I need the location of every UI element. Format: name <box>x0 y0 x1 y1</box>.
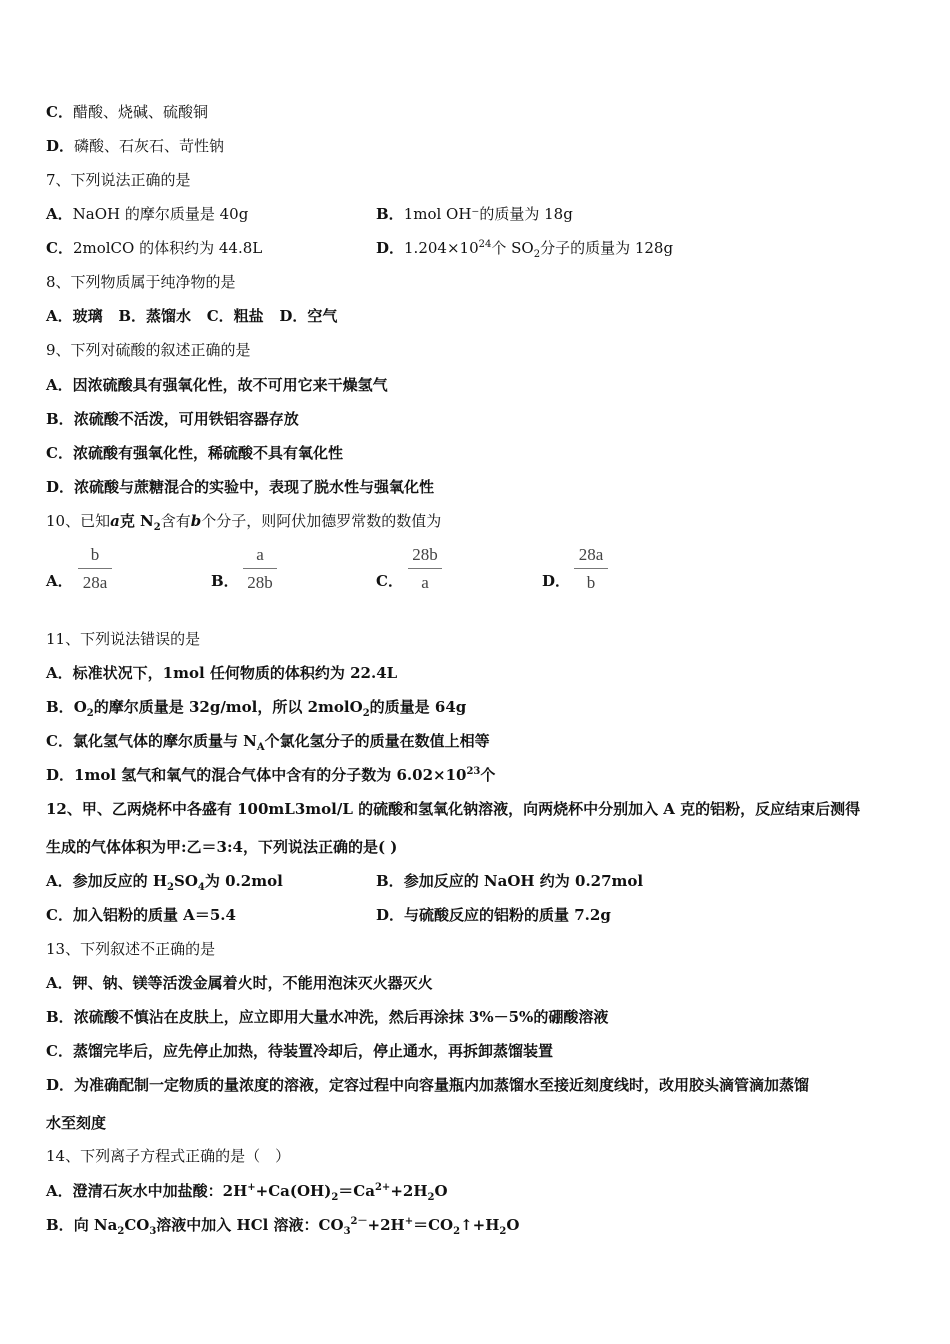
option-label: C． <box>376 572 403 590</box>
text-part: 为 0.2mol <box>204 872 283 890</box>
q7-option-b <box>376 204 573 224</box>
superscript: + <box>404 1216 414 1227</box>
text-part: 的质量是 64g <box>369 698 467 716</box>
option-text: 与硫酸反应的铝粉的质量 7.2g <box>404 906 611 924</box>
text-part: 分子的质量为 128g <box>540 239 674 257</box>
option-label: D． <box>46 1076 75 1094</box>
q13-option-d-cont: 水至刻度 <box>46 1114 107 1132</box>
option-text: 浓硫酸有强氧化性，稀硫酸不具有氧化性 <box>72 444 343 462</box>
text-part: 个 SO <box>491 239 534 257</box>
text-part: +2H <box>367 1216 405 1234</box>
fraction-bar <box>408 568 442 569</box>
q12-option-b <box>376 871 643 891</box>
fraction <box>78 544 112 594</box>
option-label: B． <box>46 410 74 428</box>
subscript: 2 <box>499 1226 507 1237</box>
subscript: 2 <box>153 522 161 533</box>
fraction <box>408 544 442 594</box>
q7-option-a-text: NaOH 的摩尔质量是 40g <box>72 205 249 223</box>
option-label: A． <box>46 307 73 325</box>
q6-option-c <box>46 102 208 122</box>
q9-option-b <box>46 409 299 429</box>
q13-option-c <box>46 1041 553 1061</box>
fraction-bar <box>78 568 112 569</box>
numerator: b <box>90 545 100 564</box>
q8-option-a: 玻璃 <box>72 307 103 325</box>
q12-stem-line-1: 12、甲、乙两烧杯中各盛有 100mL3mol/L 的硫酸和氢氧化钠溶液，向两烧杯中分别加入 A 克的铝粉，反应结束后测得 <box>46 800 861 818</box>
option-text: 浓硫酸不活泼，可用铁铝容器存放 <box>73 410 299 428</box>
option-label: B． <box>376 205 404 223</box>
option-label: D． <box>376 906 405 924</box>
option-label: B． <box>46 1008 74 1026</box>
q8-option-b: 蒸馏水 <box>146 307 192 325</box>
q14-stem: 14、下列离子方程式正确的是（ ） <box>46 1147 291 1165</box>
option-label: A． <box>46 974 73 992</box>
option-label: C． <box>46 732 73 750</box>
text-part: 1mol 氢气和氧气的混合气体中含有的分子数为 6.02×10 <box>74 766 467 784</box>
text-part: 个氯化氢分子的质量在数值上相等 <box>264 732 490 750</box>
option-label: C． <box>46 906 73 924</box>
q12-row-1 <box>46 871 644 893</box>
subscript: 2 <box>453 1226 461 1237</box>
option-text: 浓硫酸与蔗糖混合的实验中，表现了脱水性与强氧化性 <box>74 478 435 496</box>
text-part: +2H <box>390 1182 428 1200</box>
q13-stem: 13、下列叙述不正确的是 <box>46 940 216 958</box>
option-label: A． <box>46 872 73 890</box>
q12-option-d <box>376 905 611 925</box>
q11-option-a <box>46 663 397 683</box>
option-text: 为准确配制一定物质的量浓度的溶液，定容过程中向容量瓶内加蒸馏水至接近刻度线时，改用胶头滴管滴加蒸馏 <box>74 1076 810 1094</box>
superscript: 2－ <box>350 1216 368 1227</box>
text-part: O <box>73 698 87 716</box>
q11-option-b <box>46 697 466 717</box>
option-text: 醋酸、烧碱、硫酸铜 <box>72 103 208 121</box>
option-label: B． <box>376 872 404 890</box>
q11-option-d <box>46 765 495 785</box>
q14-option-b <box>46 1215 519 1235</box>
option-text: 加入铝粉的质量 A＝5.4 <box>72 906 236 924</box>
text-part: 克 N <box>119 512 154 530</box>
text-part: 澄清石灰水中加盐酸：2H <box>72 1182 248 1200</box>
text-part: 1.204×10 <box>404 239 479 257</box>
subscript: 2 <box>427 1192 435 1203</box>
text-part: ＝Ca <box>338 1182 375 1200</box>
q8-options <box>46 306 337 326</box>
q10-stem <box>46 511 441 531</box>
option-label: C． <box>46 103 73 121</box>
option-label: A． <box>46 1182 73 1200</box>
option-label: B． <box>211 572 239 590</box>
q9-option-c <box>46 443 343 463</box>
text-part: 浓硫酸不慎沾在皮肤上，应立即用大量水冲洗，然后再涂抹 <box>73 1008 469 1026</box>
option-label: C． <box>46 239 73 257</box>
q9-stem: 9、下列对硫酸的叙述正确的是 <box>46 341 251 359</box>
q7-option-b-text: 1mol OH⁻的质量为 18g <box>403 205 573 223</box>
q11-stem: 11、下列说法错误的是 <box>46 630 201 648</box>
subscript: 2 <box>533 249 541 260</box>
q8-option-d: 空气 <box>307 307 338 325</box>
q14-option-a <box>46 1181 448 1201</box>
option-label: D． <box>542 572 571 590</box>
subscript: 4 <box>197 882 205 893</box>
option-label: D． <box>46 137 75 155</box>
option-label: D． <box>376 239 405 257</box>
q13-option-a <box>46 973 433 993</box>
q6-option-d <box>46 136 224 156</box>
option-text: 标准状况下，1mol 任何物质的体积约为 22.4L <box>72 664 398 682</box>
subscript: 2 <box>117 1226 125 1237</box>
text-part: 向 Na <box>73 1216 118 1234</box>
text-part: CO <box>124 1216 150 1234</box>
denominator: b <box>586 573 596 592</box>
option-label: A． <box>46 376 73 394</box>
option-label: B． <box>46 698 74 716</box>
denominator: 28b <box>247 573 273 592</box>
text-part: 参加反应的 H <box>72 872 168 890</box>
option-label: C． <box>206 307 234 325</box>
q12-row-2 <box>46 905 611 925</box>
option-label: A． <box>46 572 73 590</box>
q8-option-c: 粗盐 <box>233 307 264 325</box>
fraction <box>574 544 608 594</box>
option-label: B． <box>118 307 147 325</box>
text-part: +Ca(OH) <box>255 1182 332 1200</box>
option-label: C． <box>46 444 73 462</box>
fraction-bar <box>243 568 277 569</box>
option-text: 参加反应的 NaOH 约为 0.27mol <box>403 872 644 890</box>
text-part: ↑+H <box>460 1216 500 1234</box>
subscript: 2 <box>331 1192 339 1203</box>
option-label: D． <box>279 307 308 325</box>
fraction <box>243 544 277 594</box>
numerator: a <box>256 545 264 564</box>
text-part: 的硼酸溶液 <box>533 1008 609 1026</box>
text-part: O <box>506 1216 520 1234</box>
option-label: C． <box>46 1042 73 1060</box>
text-part: 含有 <box>160 512 191 530</box>
superscript: 23 <box>466 766 481 777</box>
option-label: A． <box>46 205 73 223</box>
text-part: 的摩尔质量是 32g/mol，所以 2molO <box>93 698 363 716</box>
subscript: 2 <box>86 708 94 719</box>
subscript: A <box>256 742 265 753</box>
option-label: B． <box>46 1216 74 1234</box>
variable-a: a <box>110 512 120 530</box>
option-text: 磷酸、石灰石、苛性钠 <box>74 137 225 155</box>
denominator: 28a <box>82 573 108 592</box>
fraction-bar <box>574 568 608 569</box>
q7-stem: 7、下列说法正确的是 <box>46 171 191 189</box>
option-label: D． <box>46 766 75 784</box>
q13-option-d <box>46 1075 809 1095</box>
subscript: 3 <box>343 1226 351 1237</box>
text-part: SO <box>174 872 198 890</box>
denominator: a <box>421 573 429 592</box>
option-label: D． <box>46 478 75 496</box>
q8-stem: 8、下列物质属于纯净物的是 <box>46 273 236 291</box>
text-part: 10、已知 <box>46 512 111 530</box>
superscript: 2+ <box>374 1182 391 1193</box>
subscript: 3 <box>149 1226 157 1237</box>
superscript: + <box>247 1182 256 1193</box>
q7-option-c-text: 2molCO 的体积约为 44.8L <box>72 239 263 257</box>
numerator: 28b <box>412 545 438 564</box>
subscript: 2 <box>167 882 175 893</box>
option-text: 蒸馏完毕后，应先停止加热，待装置冷却后，停止通水，再拆卸蒸馏装置 <box>72 1042 553 1060</box>
subscript: 2 <box>362 708 370 719</box>
text-part: 溶液中加入 HCl 溶液：CO <box>156 1216 344 1234</box>
q13-option-b <box>46 1007 608 1027</box>
q7-row-1 <box>46 204 573 224</box>
option-label: A． <box>46 664 73 682</box>
text-part: 3%－5% <box>468 1008 534 1026</box>
text-part: 个分子，则阿伏加德罗常数的数值为 <box>201 512 442 530</box>
text-part: O <box>434 1182 448 1200</box>
q12-stem-line-2: 生成的气体体积为甲:乙＝3:4，下列说法正确的是( ) <box>46 838 398 856</box>
q9-option-a <box>46 375 388 395</box>
q11-option-c <box>46 731 490 751</box>
numerator: 28a <box>578 545 604 564</box>
text-part: ＝CO <box>413 1216 454 1234</box>
text-part: 氯化氢气体的摩尔质量与 N <box>72 732 257 750</box>
q9-option-d <box>46 477 434 497</box>
variable-b: b <box>190 512 202 530</box>
superscript: 24 <box>478 239 492 250</box>
text-part: 个 <box>480 766 496 784</box>
option-text: 因浓硫酸具有强氧化性，故不可用它来干燥氢气 <box>72 376 388 394</box>
q7-option-d <box>376 238 673 258</box>
option-text: 钾、钠、镁等活泼金属着火时，不能用泡沫灭火器灭火 <box>72 974 433 992</box>
